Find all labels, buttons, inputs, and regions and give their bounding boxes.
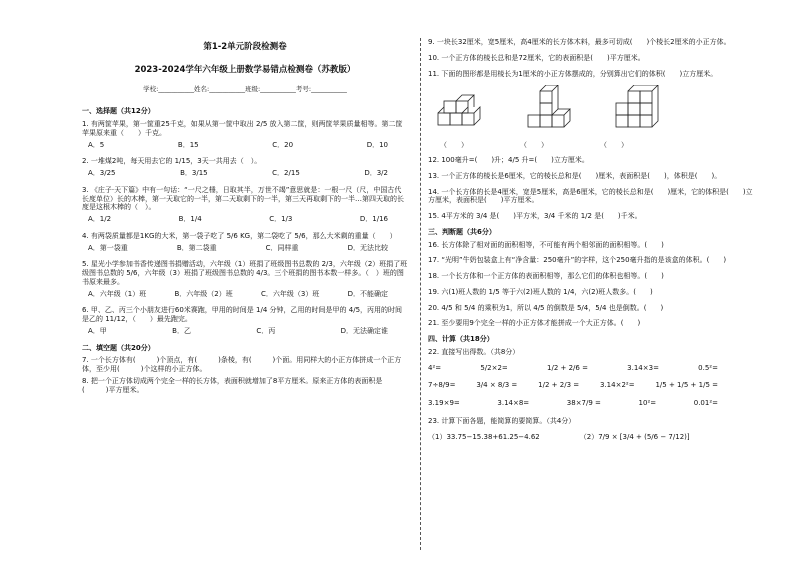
calc-item: 3/4 × 8/3 = [476, 381, 518, 390]
calc-item: 0.5²= [698, 363, 718, 372]
question-16: 16. 长方体除了相对面的面积相等，不可能有两个相邻面的面积相等。( ) [428, 240, 664, 249]
option-c: C．丙 [256, 326, 276, 335]
question-6: 6. 甲、乙、丙三个小朋友进行60米赛跑，甲用的时间是 1/4 分钟，乙用的时间是甲的 4/5，丙用的时间是乙的 11/12，（ ）最先跑完。 [82, 306, 403, 324]
cube-answer-2: （ ） [520, 141, 548, 150]
section-true-false: 三、判断题（共6分） [428, 227, 496, 236]
calc-item: 1/2 + 2/3 = [538, 381, 580, 390]
option-d: D．1/16 [359, 215, 388, 224]
option-c: C．六年级（3）班 [261, 289, 320, 298]
question-23-part-2: （2）7/9 × [3/4 + (5/6 − 7/12)] [579, 432, 690, 441]
option-a: A．5 [88, 140, 105, 149]
option-d: D．不能确定 [347, 289, 388, 298]
question-4-options [88, 244, 408, 253]
cube-figures [434, 85, 758, 137]
calc-item: 3.14×3= [627, 363, 659, 372]
question-5-options [88, 290, 408, 299]
option-c: C．2/15 [272, 169, 300, 178]
cube-answer-blanks [440, 141, 758, 150]
question-23-part-1: （1）33.75−15.38+61.25−4.62 [428, 432, 540, 441]
option-b: B．15 [177, 140, 199, 149]
calc-row-1 [428, 364, 758, 373]
cube-answer-3: （ ） [600, 141, 628, 150]
question-5: 5. 星光小学参加书香传递图书捐赠活动，六年级（1）班捐了班级图书总数的 2/3，六年级（2）班捐了班级图书总数的 5/6，六年级（3）班捐了班级图书总数的 4/3。三个班捐的图书本数一样多。（ ）班的图书原来最多。 [82, 260, 408, 286]
section-fill-blank: 二、填空题（共20分） [82, 343, 155, 352]
question-14: 14. 一个长方体的长是4厘米，宽是5厘米，高是6厘米，它的棱长总和是( )厘米，它的体积是( )立方厘米，表面积是( )平方厘米。 [428, 187, 753, 205]
question-17: 17. “光明”牛奶包装盒上有“净含量：250毫升”的字样，这个250毫升指的是该盒的体积。( ) [428, 256, 727, 265]
option-a: A．3/25 [88, 169, 116, 178]
calc-item: 7÷8/9= [428, 381, 456, 390]
question-22: 22. 直接写出得数。（共8分） [428, 347, 520, 356]
question-1-options [88, 141, 408, 150]
calc-item: 4²= [428, 363, 442, 372]
option-d: D．3/2 [364, 169, 388, 178]
question-7: 7. 一个长方体有( )个顶点，有( )条棱，有( )个面。用同样大的小正方体拼成一个正方体，至少用( )个这样的小正方体。 [82, 356, 402, 374]
calc-row-3 [428, 399, 758, 408]
cube-figure-3 [610, 85, 670, 137]
calc-item: 3.14×2²= [600, 381, 635, 390]
option-a: A．第一袋重 [88, 243, 128, 252]
cube-answer-1: （ ） [440, 141, 468, 150]
option-c: C．同样重 [265, 243, 299, 252]
option-b: B．1/4 [178, 215, 202, 224]
calc-item: 1/5 + 1/5 + 1/5 = [655, 381, 718, 390]
question-2: 2. 一堆煤2吨，每天用去它的 1/15，3天一共用去（ ）。 [82, 157, 262, 166]
calc-item: 3.19×9= [428, 399, 460, 407]
question-8: 8. 把一个正方体切成两个完全一样的长方体，表面积就增加了8平方厘米。原来正方体的表面积是( )平方厘米。 [82, 376, 383, 394]
cube-figure-1 [434, 85, 494, 137]
question-4: 4. 有两袋质量都是1KG的大米，第一袋子吃了 5/6 KG，第二袋吃了 5/6，那么大米剩的重量（ ） [82, 231, 397, 240]
option-d: D．无法比较 [347, 243, 388, 252]
option-d: D．无法确定谁 [340, 326, 388, 335]
option-b: B．3/15 [180, 169, 208, 178]
option-d: D．10 [366, 140, 388, 149]
question-9: 9. 一块长32厘米，宽5厘米，高4厘米的长方体木料，最多可切成( )个棱长2厘米的小正方体。 [428, 38, 731, 46]
calc-item: 38×7/9 = [566, 399, 601, 407]
option-c: C．1/3 [269, 215, 293, 224]
option-b: B．乙 [172, 326, 191, 335]
question-1: 1. 有两筐苹果，第一筐重25千克，如果从第一筐中取出 2/5 放入第二筐，则两筐苹果质量相等。第二筐苹果原来重（ ）千克。 [82, 120, 403, 137]
option-b: B．六年级（2）班 [174, 289, 233, 298]
section-choice: 一、选择题（共12分） [82, 107, 155, 116]
calc-item: 1/2 + 2/6 = [547, 363, 588, 372]
page-title: 第1-2单元阶段检测卷 [203, 42, 287, 52]
calc-item: 0.01²= [693, 399, 718, 407]
question-6-options [88, 327, 408, 336]
option-b: B．第二袋重 [176, 243, 217, 252]
question-20: 20. 4/5 和 5/4 的乘积为1，所以 4/5 的倒数是 5/4，5/4 也是倒数。( ) [428, 303, 664, 312]
question-21: 21. 至少要用9个完全一样的小正方体才能拼成一个大正方体。( ) [428, 319, 641, 328]
option-a: A．1/2 [88, 215, 112, 224]
question-19: 19. 六(1)班人数的 1/5 等于六(2)班人数的 1/4，六(2)班人数多。( ) [428, 287, 653, 296]
left-column [82, 38, 408, 397]
right-column [428, 38, 758, 447]
calc-item: 3.14×8= [497, 399, 530, 407]
question-10: 10. 一个正方体的棱长总和是72厘米，它的表面积是( )平方厘米。 [428, 53, 645, 62]
calc-row-2 [428, 381, 758, 390]
cube-figure-2 [522, 85, 582, 137]
calc-item: 10²= [638, 399, 657, 407]
page-subtitle: 2023-2024学年六年级上册数学易错点检测卷（苏教版） [134, 64, 356, 75]
question-13: 13. 一个正方体的棱长是6厘米，它的棱长总和是( )厘米，表面积是( )，体积是( )。 [428, 171, 722, 180]
question-23: 23. 计算下面各题，能简算的要简算。（共4分） [428, 416, 576, 425]
column-divider [420, 38, 421, 550]
question-23-items [428, 433, 758, 442]
option-a: A．甲 [88, 326, 107, 335]
question-2-options [88, 169, 408, 178]
question-11: 11. 下面的图形都是用棱长为1厘米的小正方体摆成的，分别算出它们的体积( )立方厘米。 [428, 69, 718, 78]
section-calculation: 四、计算（共18分） [428, 335, 494, 343]
question-15: 15. 4平方米的 3/4 是( )平方米，3/4 千米的 1/2 是( )千米。 [428, 212, 642, 220]
question-18: 18. 一个长方体和一个正方体的表面积相等，那么它们的体积也相等。( ) [428, 272, 664, 280]
question-12: 12. 100毫升=( )升；4/5 升=( )立方厘米。 [428, 156, 589, 164]
option-c: C．20 [272, 140, 294, 149]
calc-item: 5/2×2= [480, 363, 508, 372]
question-3: 3. 《庄子·天下篇》中有一句话：“一尺之棰，日取其半，万世不竭”意思就是：一根一尺（尺，中国古代长度单位）长的木棒，第一天取它的一半，第二天取剩下的一半，第三天再取剩下的一半…第四天取的长度是这根木棒的（ ）。 [82, 185, 404, 212]
question-3-options [88, 215, 408, 224]
option-a: A．六年级（1）班 [88, 289, 147, 298]
student-info-line: 学校:___________姓名:___________班级:___________考号:___________ [143, 85, 347, 94]
